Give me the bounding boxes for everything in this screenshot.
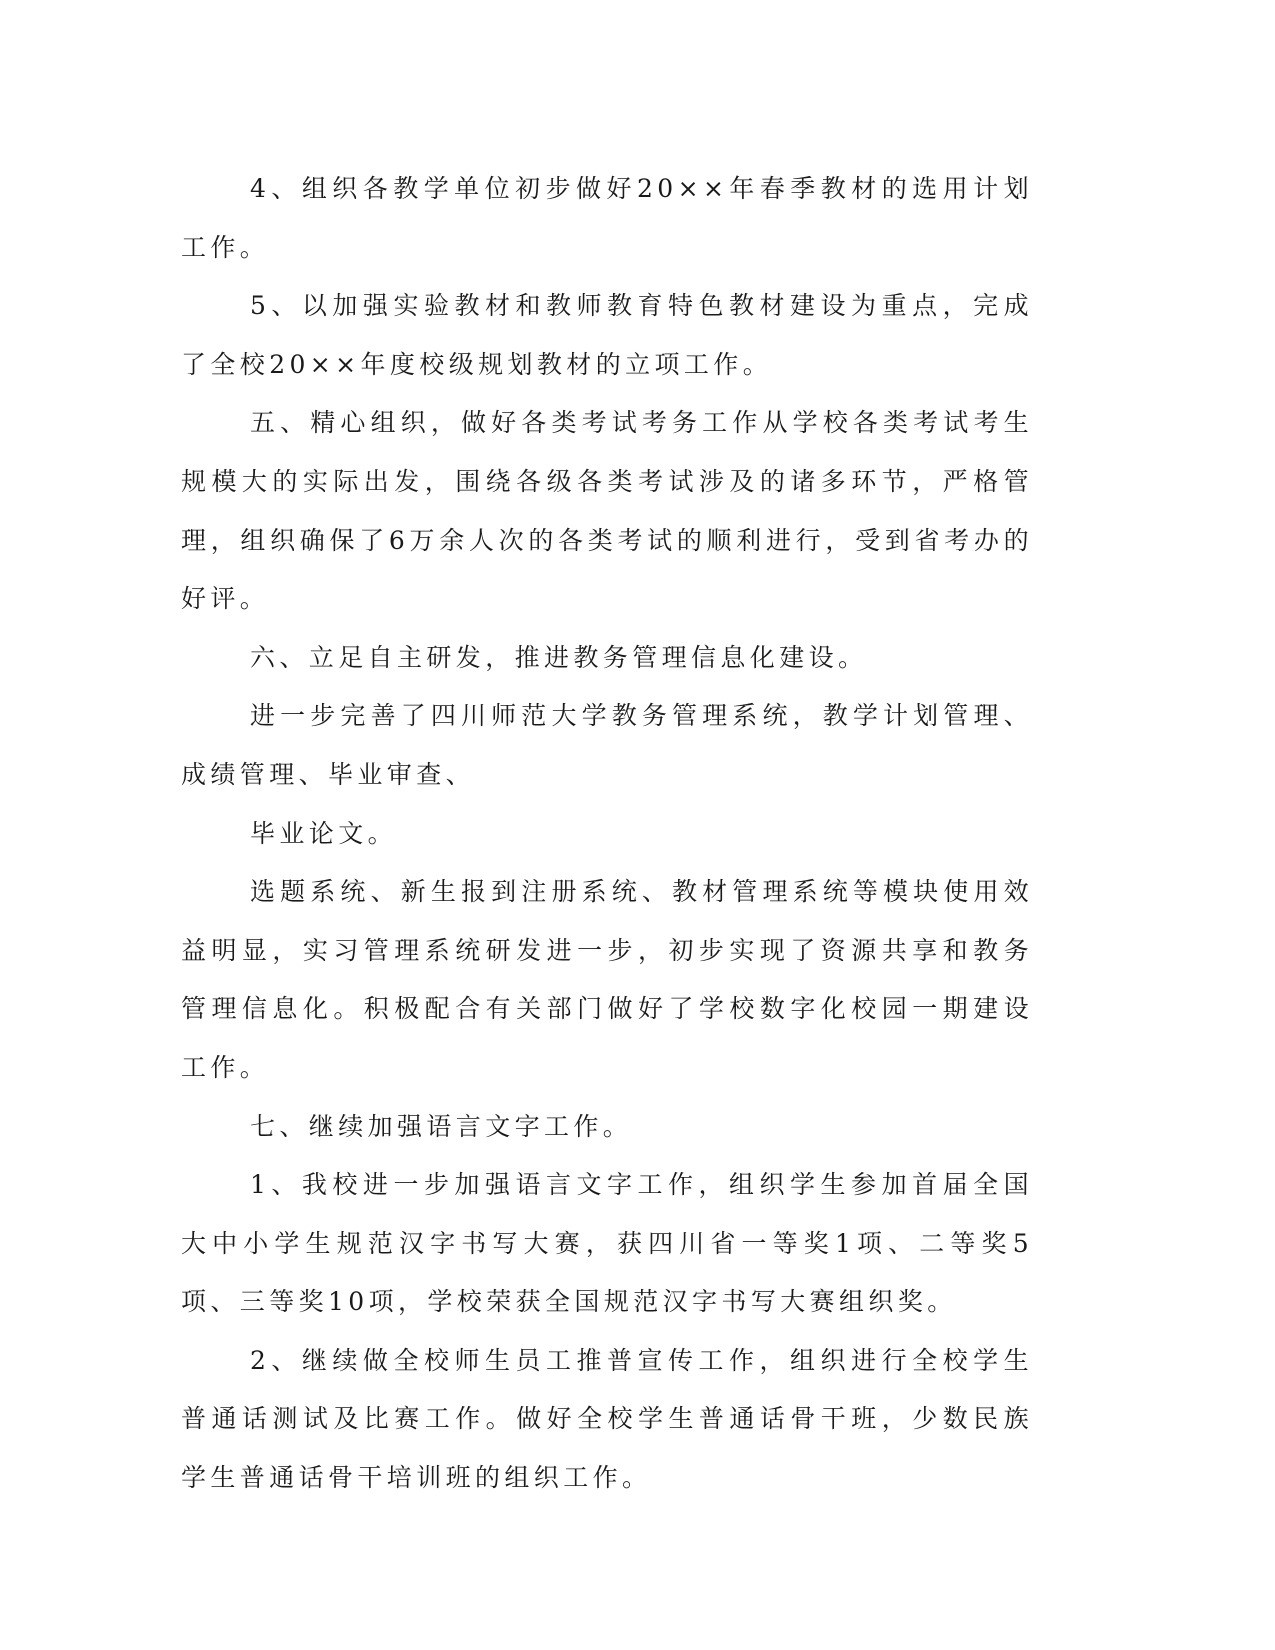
document-body xyxy=(181,160,1033,1508)
paragraph-topic-selection-system: 选题系统、新生报到注册系统、教材管理系统等模块使用效益明显，实习管理系统研发进一步，初步实现了资源共享和教务管理信息化。积极配合有关部门做好了学校数字化校园一期建设工作。 xyxy=(181,877,1033,1082)
paragraph-item-5-planned-textbooks: 5、以加强实验教材和教师教育特色教材建设为重点，完成了全校20××年度校级规划教材的立项工作。 xyxy=(181,291,1033,379)
paragraph-graduation-thesis: 毕业论文。 xyxy=(250,818,398,848)
paragraph-item-2-mandarin-promotion: 2、继续做全校师生员工推普宣传工作，组织进行全校学生普通话测试及比赛工作。做好全校学生普通话骨干班，少数民族学生普通话骨干培训班的组织工作。 xyxy=(181,1345,1033,1493)
paragraph-item-1-writing-contest: 1、我校进一步加强语言文字工作，组织学生参加首届全国大中小学生规范汉字书写大赛，获四川省一等奖1项、二等奖5项、三等奖10项，学校荣获全国规范汉字书写大赛组织奖。 xyxy=(181,1170,1033,1317)
paragraph-section-7-heading: 七、继续加强语言文字工作。 xyxy=(250,1111,633,1141)
paragraph-management-system: 进一步完善了四川师范大学教务管理系统，教学计划管理、成绩管理、毕业审查、 xyxy=(181,701,1033,789)
paragraph-section-5-exams: 五、精心组织，做好各类考试考务工作从学校各类考试考生规模大的实际出发，围绕各级各类考试涉及的诸多环节，严格管理，组织确保了6万余人次的各类考试的顺利进行，受到省考办的好评。 xyxy=(181,408,1033,614)
paragraph-item-4-textbooks: 4、组织各教学单位初步做好20××年春季教材的选用计划工作。 xyxy=(181,174,1033,262)
paragraph-section-6-heading: 六、立足自主研发，推进教务管理信息化建设。 xyxy=(250,642,868,672)
